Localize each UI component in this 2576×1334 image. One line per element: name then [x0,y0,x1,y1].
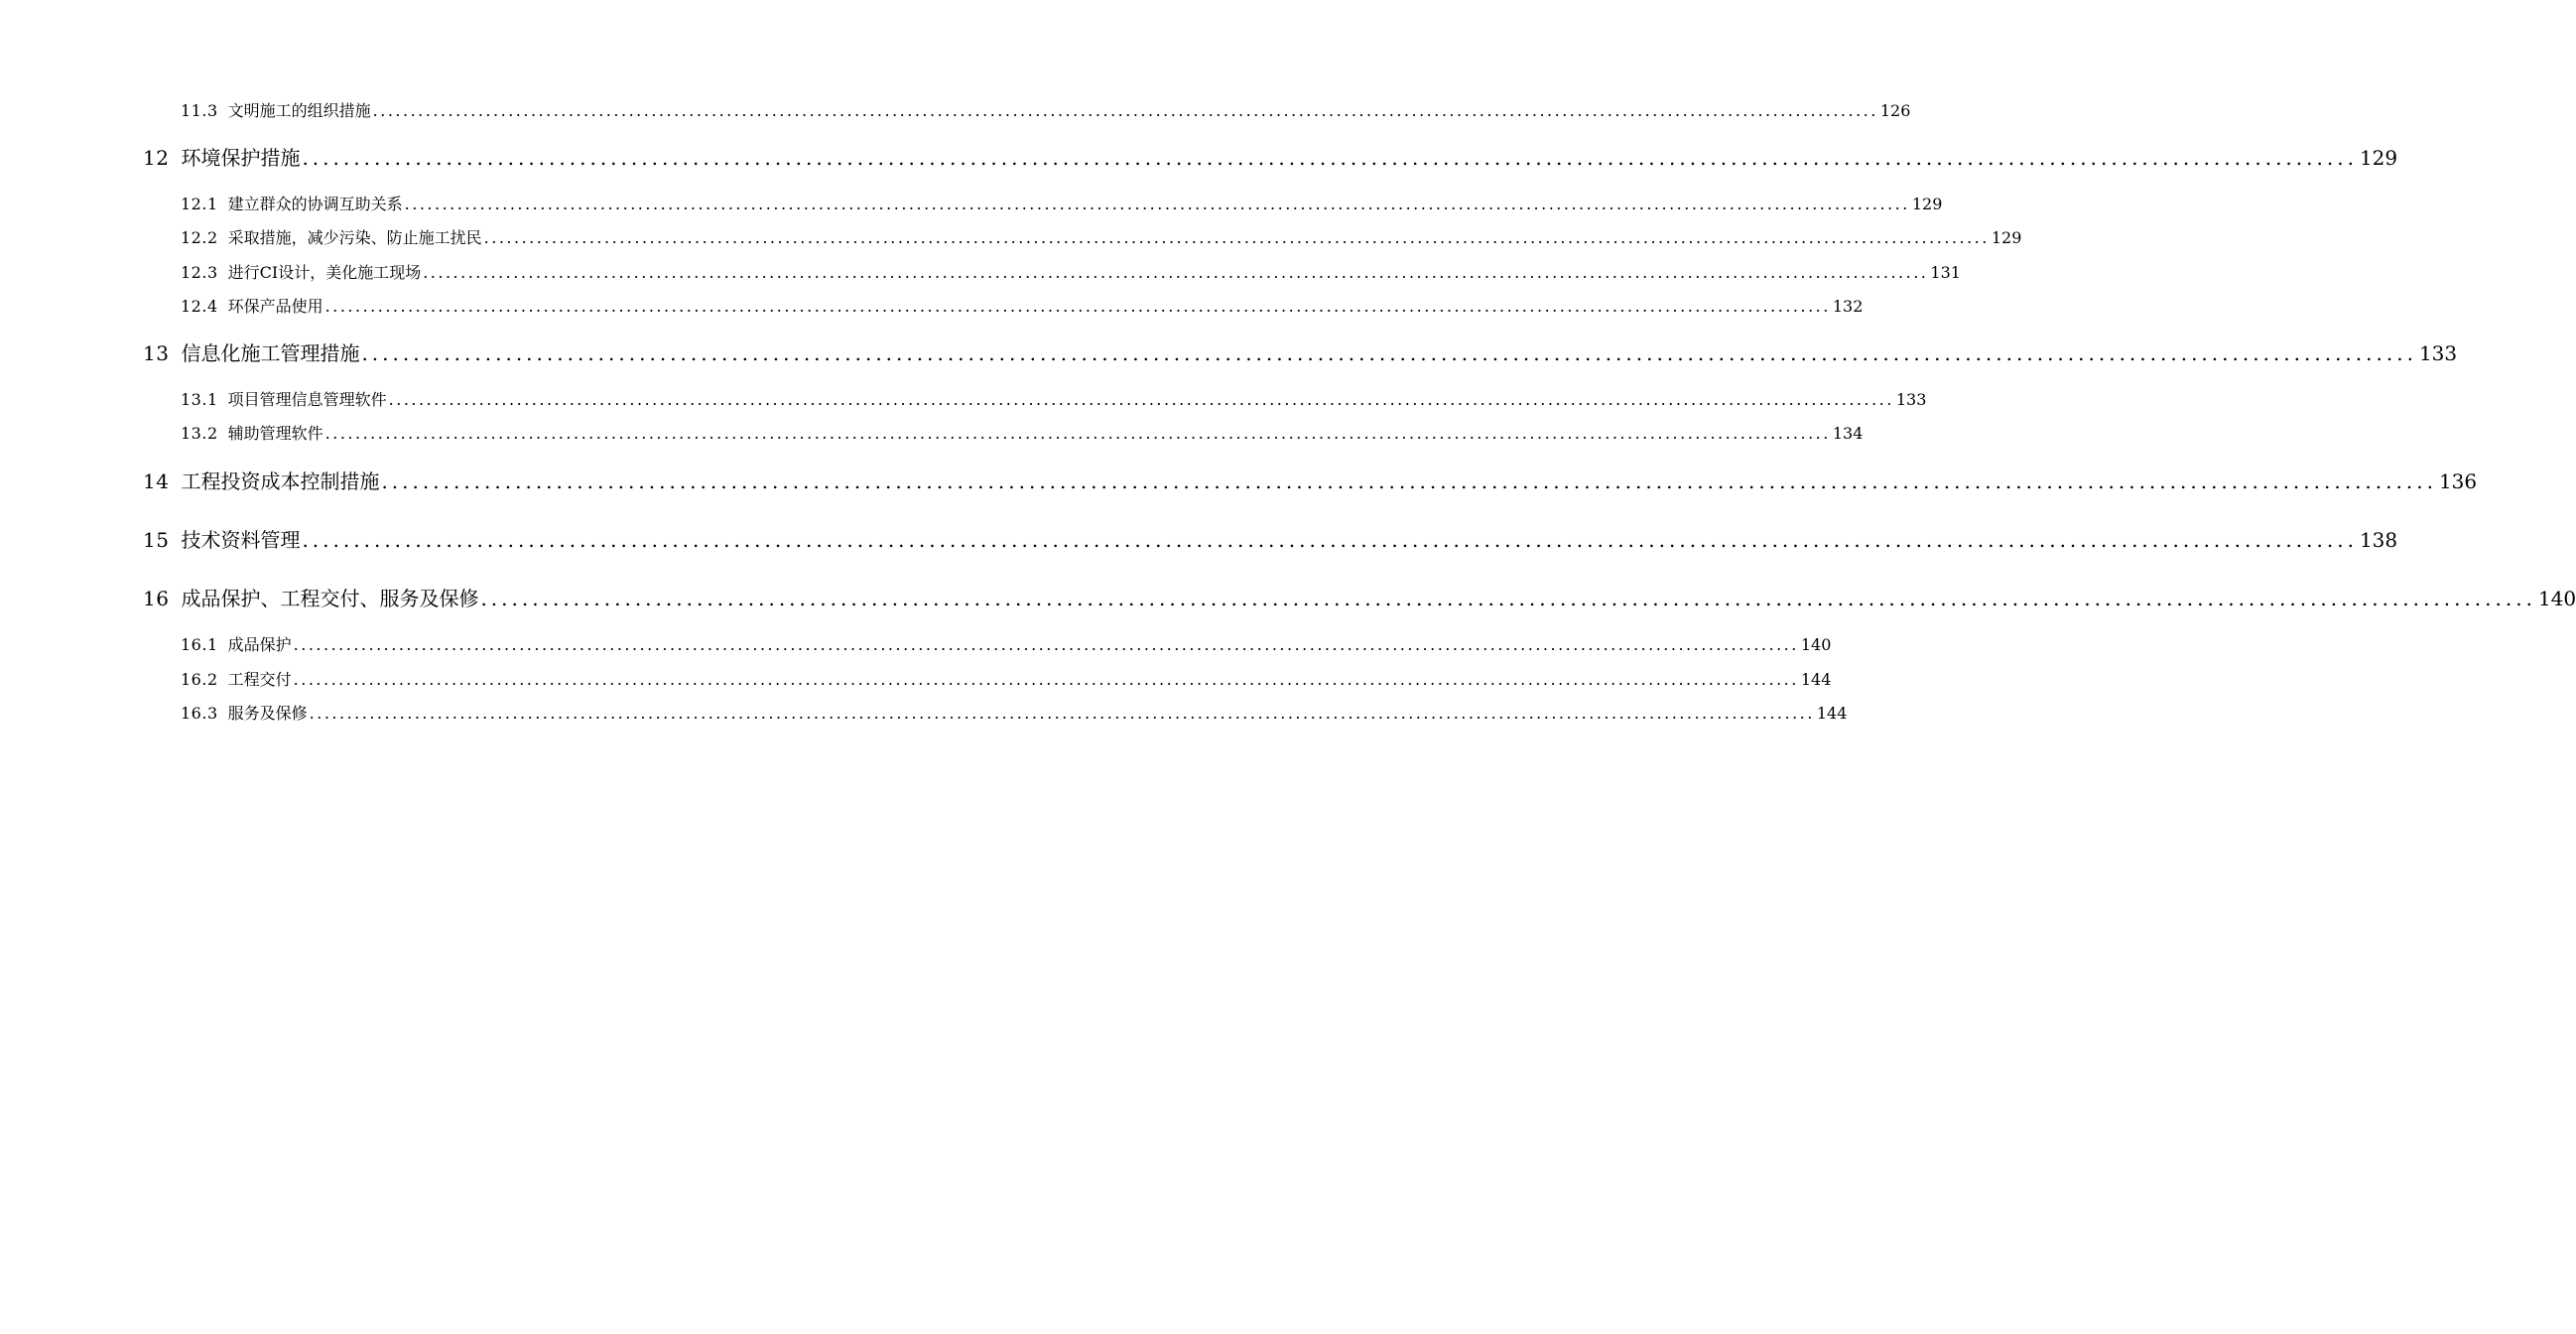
toc-leader-dots: ........................................................................................................................................................................................................ [361,341,2417,365]
toc-entry-13-1[interactable] [181,388,1927,412]
toc-title: 信息化施工管理措施 [181,341,360,365]
toc-entry-12-1[interactable] [181,193,1943,216]
toc-title: 成品保护、工程交付、服务及保修 [181,587,479,610]
toc-title: 项目管理信息管理软件 [227,390,387,409]
toc-number: 13 [143,341,170,365]
toc-page-number: 144 [1800,670,1832,689]
toc-leader-dots: ........................................................................................................................................................................................................ [381,469,2437,493]
toc-page-number: 131 [1930,263,1961,282]
toc-leader-dots: ........................................................................................................................................................................................................ [480,587,2536,610]
toc-page-number: 136 [2438,469,2478,493]
toc-page-number: 133 [1895,390,1927,409]
toc-page-number: 129 [1911,195,1943,213]
toc-entry-16-2[interactable] [181,668,1832,692]
toc-entry-13-2[interactable] [181,422,1864,446]
toc-leader-dots: ........................................................................................................................................................................................................ [324,424,1831,443]
toc-number: 11.3 [181,101,218,120]
toc-leader-dots: ........................................................................................................................................................................................................ [423,263,1929,282]
toc-number: 16.3 [181,704,218,723]
toc-number: 12.3 [181,263,218,282]
toc-entry-13[interactable] [143,338,2458,368]
toc-leader-dots: ........................................................................................................................................................................................................ [302,528,2358,552]
toc-entry-15[interactable] [143,525,2398,555]
toc-leader-dots: ........................................................................................................................................................................................................ [293,635,1799,654]
toc-entry-14[interactable] [143,467,2478,496]
toc-page-number: 134 [1832,424,1864,443]
toc-entry-16-3[interactable] [181,702,1848,726]
toc-number: 12 [143,146,170,170]
toc-number: 13.1 [181,390,218,409]
toc-number: 12.2 [181,228,218,247]
toc-page-number: 144 [1816,704,1848,723]
toc-entry-12[interactable] [143,143,2398,173]
toc-page-number: 129 [2359,146,2398,170]
toc-entry-12-2[interactable] [181,226,2022,250]
toc-title: 辅助管理软件 [227,424,323,443]
toc-entry-11-3[interactable] [181,99,1911,123]
toc-title: 服务及保修 [227,704,308,723]
toc-title: 成品保护 [227,635,292,654]
toc-title: 工程交付 [227,670,292,689]
toc-entry-12-3[interactable] [181,261,1961,285]
toc-number: 14 [143,469,170,493]
toc-number: 16.2 [181,670,218,689]
toc-page-number: 138 [2359,528,2398,552]
toc-title: 采取措施，减少污染、防止施工扰民 [227,228,482,247]
toc-entry-16-1[interactable] [181,633,1832,657]
toc-page-number: 129 [1991,228,2022,247]
toc-title: 工程投资成本控制措施 [181,469,380,493]
toc-number: 12.4 [181,297,218,316]
toc-number: 12.1 [181,195,218,213]
toc-title: 文明施工的组织措施 [227,101,371,120]
toc-number: 15 [143,528,170,552]
toc-page-number: 140 [2537,587,2576,610]
toc-title: 进行CI设计，美化施工现场 [227,263,422,282]
toc-number: 16 [143,587,170,610]
toc-leader-dots: ........................................................................................................................................................................................................ [293,670,1799,689]
toc-page-number: 133 [2418,341,2458,365]
toc-page-number: 140 [1800,635,1832,654]
toc-entry-16[interactable] [143,584,2576,613]
toc-page-number: 132 [1832,297,1864,316]
toc-number: 16.1 [181,635,218,654]
toc-leader-dots: ........................................................................................................................................................................................................ [302,146,2358,170]
toc-leader-dots: ........................................................................................................................................................................................................ [309,704,1815,723]
toc-leader-dots: ........................................................................................................................................................................................................ [388,390,1894,409]
toc-entry-12-4[interactable] [181,295,1864,319]
toc-page-number: 126 [1879,101,1911,120]
toc-leader-dots: ........................................................................................................................................................................................................ [404,195,1910,213]
toc-leader-dots: ........................................................................................................................................................................................................ [483,228,1990,247]
toc-title: 环境保护措施 [181,146,301,170]
toc-leader-dots: ........................................................................................................................................................................................................ [324,297,1831,316]
toc-title: 技术资料管理 [181,528,301,552]
toc-title: 环保产品使用 [227,297,323,316]
toc-title: 建立群众的协调互助关系 [227,195,403,213]
toc-number: 13.2 [181,424,218,443]
toc-leader-dots: ........................................................................................................................................................................................................ [372,101,1878,120]
